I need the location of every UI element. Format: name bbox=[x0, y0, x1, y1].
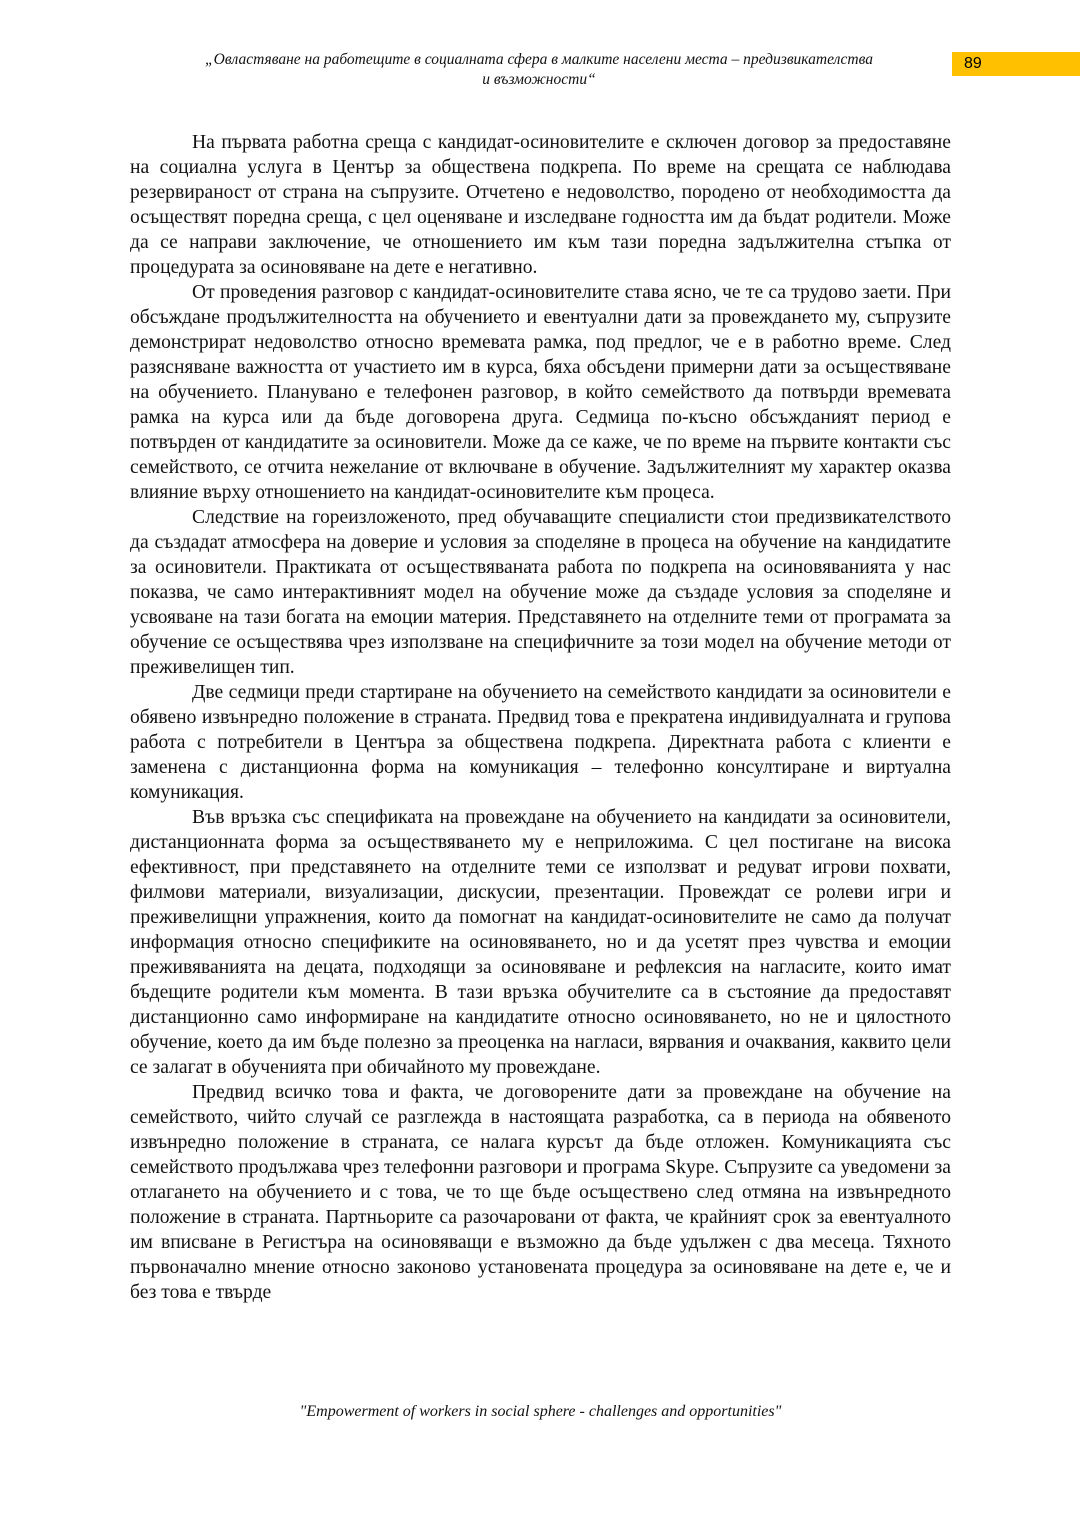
header-title-line-1: „Овластяване на работещите в социалната сфера в малките населени места – предизвикателства bbox=[205, 51, 873, 68]
page-number: 89 bbox=[964, 55, 982, 72]
running-footer: "Empowerment of workers in social sphere - challenges and opportunities" bbox=[299, 1403, 782, 1420]
paragraph-6: Предвид всичко това и факта, че договорените дати за провеждане на обучение на семейството, чийто случай се разглежда в настоящата разработка, са в периода на обявеното извънредно положение в страната, се налага курсът да бъде отложен. Комуникацията със семейството продължава чрез телефонни разговори и програма Skype. Съпрузите са уведомени за отлагането на обучението и с това, че то ще бъде осъществено след отмяна на извънредното положение в страната. Партньорите са разочаровани от факта, че крайният срок за евентуалното им вписване в Регистъра на осиновяващи е възможно да бъде удължен с два месеца. Тяхното първоначално мнение относно законово установената процедура за осиновяване на дете е, че и без това е твърде bbox=[130, 1082, 951, 1303]
paragraph-4: Две седмици преди стартиране на обучението на семейството кандидати за осиновители е обявено извънредно положение в страната. Предвид това е прекратена индивидуалната и групова работа с потребители в Центъра за обществена подкрепа. Директната работа с клиенти е заменена с дистанционна форма на комуникация – телефонно консултиране и виртуална комуникация. bbox=[130, 682, 951, 803]
document-body bbox=[130, 130, 951, 1305]
running-header bbox=[128, 50, 950, 90]
paragraph-1: На първата работна среща с кандидат-осиновителите е сключен договор за предоставяне на социална услуга в Център за обществена подкрепа. По време на срещата се наблюдава резервираност от страна на съпрузите. Отчетено е недоволство, породено от необходимостта да осъществят поредна среща, с цел оценяване и изследване годността им да бъдат родители. Може да се направи заключение, че отношението им към тази поредна задължителна стъпка от процедурата за осиновяване на дете е негативно. bbox=[130, 132, 951, 278]
paragraph-3: Следствие на гореизложеното, пред обучаващите специалисти стои предизвикателството да създадат атмосфера на доверие и условия за споделяне в процеса на обучение на кандидатите за осиновители. Практиката от осъществяваната работа по подкрепа на осиновяванията у нас показва, че само интерактивният модел на обучение може да създаде условия за споделяне и усвояване на тази богата на емоции материя. Представянето на отделните теми от програмата за обучение се осъществява чрез използване на специфичните за този модел на обучение методи от преживелищен тип. bbox=[130, 507, 951, 678]
paragraph-2: От проведения разговор с кандидат-осиновителите става ясно, че те са трудово заети. При обсъждане продължителността на обучението и евентуални дати за провеждането му, съпрузите демонстрират недоволство относно времевата рамка, под предлог, че е в работно време. След разясняване важността от участието им в курса, бяха обсъдени примерни дати за осъществяване на обучението. Планувано е телефонен разговор, в който семейството да потвърди времевата рамка на курса или да бъде договорена друга. Седмица по-късно обсъжданият период е потвърден от кандидатите за осиновители. Може да се каже, че по време на първите контакти със семейството, се отчита нежелание от включване в обучение. Задължителният му характер оказва влияние върху отношението на кандидат-осиновителите към процеса. bbox=[130, 282, 951, 503]
page-number-badge bbox=[952, 52, 1080, 76]
header-title-line-2: и възможности“ bbox=[482, 71, 596, 88]
paragraph-5: Във връзка със спецификата на провеждане на обучението на кандидати за осиновители, дистанционната форма за осъществяването му е неприложима. С цел постигане на висока ефективност, при представянето на отделните теми се използват и редуват игрови похвати, филмови материали, визуализации, дискусии, презентации. Провеждат се ролеви игри и преживелищни упражнения, които да помогнат на кандидат-осиновителите не само да получат информация относно спецификите на осиновяването, но и да усетят през чувства и емоции преживяванията на децата, подходящи за осиновяване и рефлексия на нагласите, които имат бъдещите родители към момента. В тази връзка обучителите са в състояние да предоставят дистанционно само информиране на кандидатите относно осиновяването, но не и цялостното обучение, което да им бъде полезно за преоценка на нагласи, вярвания и очаквания, каквито цели се залагат в обученията при обичайното му провеждане. bbox=[130, 807, 951, 1078]
